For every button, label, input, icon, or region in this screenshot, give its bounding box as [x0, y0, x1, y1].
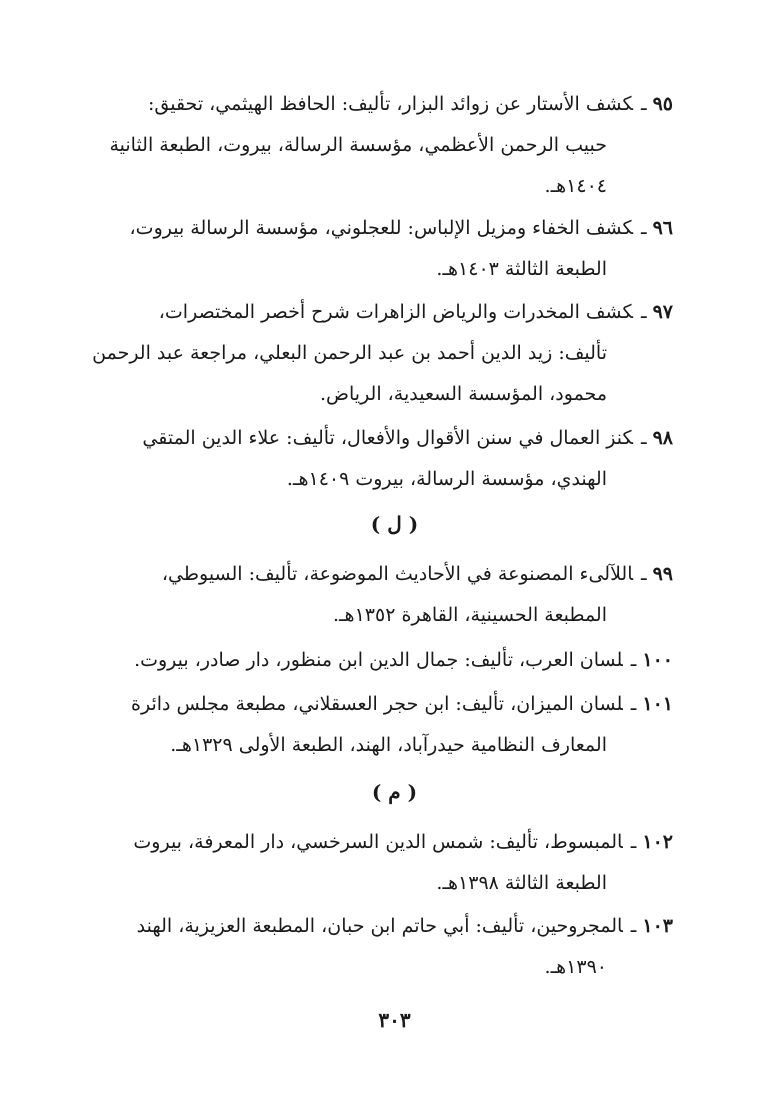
entry-continuation-line: الطبعة الثالثة ١٤٠٣هـ. — [436, 258, 607, 280]
entry-continuation-line: المطبعة الحسينية، القاهرة ١٣٥٢هـ. — [332, 604, 607, 626]
bibliography-entry — [85, 640, 673, 681]
entry-number: ٩٧ — [652, 301, 673, 323]
entry-first-line: كشف الأستار عن زوائد البزار، تأليف: الحافظ الهيثمي، تحقيق: — [147, 93, 633, 115]
entry-first-line: لسان العرب، تأليف: جمال الدين ابن منظور، دار صادر، بيروت. — [134, 649, 623, 671]
entry-continuation-line: تأليف: زيد الدين أحمد بن عبد الرحمن البعلي، مراجعة عبد الرحمن — [92, 342, 607, 364]
entry-number: ١٠٢ — [642, 831, 673, 853]
bibliography-entry — [85, 418, 673, 500]
entry-dash: ـ — [641, 301, 647, 323]
entry-number: ٩٨ — [652, 427, 673, 449]
entry-dash: ـ — [641, 217, 647, 239]
entry-first-line: كشف المخدرات والرياض الزاهرات شرح أخصر المختصرات، — [158, 301, 633, 323]
entry-first-line: اللآلىء المصنوعة في الأحاديث الموضوعة، تأليف: السيوطي، — [161, 563, 633, 585]
entry-dash: ـ — [641, 563, 647, 585]
bibliography-entry — [85, 84, 673, 207]
entry-number: ٩٥ — [652, 93, 673, 115]
entry-first-line: المبسوط، تأليف: شمس الدين السرخسي، دار المعرفة، بيروت — [133, 831, 623, 853]
section-heading-lam: ( ل ) — [370, 512, 419, 536]
entry-dash: ـ — [630, 915, 637, 937]
entry-continuation-line: الهندي، مؤسسة الرسالة، بيروت ١٤٠٩هـ. — [286, 468, 607, 490]
bibliography-entry — [85, 292, 673, 415]
bibliography-entry — [85, 684, 673, 766]
entry-first-line: كنز العمال في سنن الأقوال والأفعال، تأليف: علاء الدين المتقي — [142, 427, 633, 449]
entry-dash: ـ — [630, 693, 637, 715]
bibliography-entry — [85, 822, 673, 904]
entry-first-line: لسان الميزان، تأليف: ابن حجر العسقلاني، مطبعة مجلس دائرة — [131, 693, 623, 715]
bibliography-entry — [85, 554, 673, 636]
bibliography-entry — [85, 208, 673, 290]
entry-continuation-line: المعارف النظامية حيدرآباد، الهند، الطبعة الأولى ١٣٢٩هـ. — [170, 734, 607, 756]
entry-first-line: كشف الخفاء ومزيل الإلباس: للعجلوني، مؤسسة الرسالة بيروت، — [129, 217, 633, 239]
entry-dash: ـ — [630, 649, 637, 671]
entry-number: ٩٩ — [652, 563, 673, 585]
entry-dash: ـ — [641, 427, 647, 449]
entry-number: ١٠٣ — [642, 915, 673, 937]
entry-number: ١٠٠ — [642, 649, 673, 671]
section-heading-mim: ( م ) — [371, 780, 418, 804]
entry-continuation-line: الطبعة الثالثة ١٣٩٨هـ. — [436, 872, 607, 894]
entry-continuation-line: ١٣٩٠هـ. — [544, 956, 607, 978]
entry-continuation-line: ١٤٠٤هـ. — [544, 175, 607, 197]
entry-dash: ـ — [630, 831, 637, 853]
bibliography-entry — [85, 906, 673, 988]
entry-number: ١٠١ — [642, 693, 673, 715]
page-number: ٣٠٣ — [378, 1008, 411, 1032]
entry-number: ٩٦ — [652, 217, 673, 239]
entry-first-line: المجروحين، تأليف: أبي حاتم ابن حبان، المطبعة العزيزية، الهند — [136, 915, 623, 937]
entry-continuation-line: حبيب الرحمن الأعظمي، مؤسسة الرسالة، بيروت، الطبعة الثانية — [109, 134, 607, 156]
entry-continuation-line: محمود، المؤسسة السعيدية، الرياض. — [319, 383, 607, 405]
entry-dash: ـ — [641, 93, 647, 115]
